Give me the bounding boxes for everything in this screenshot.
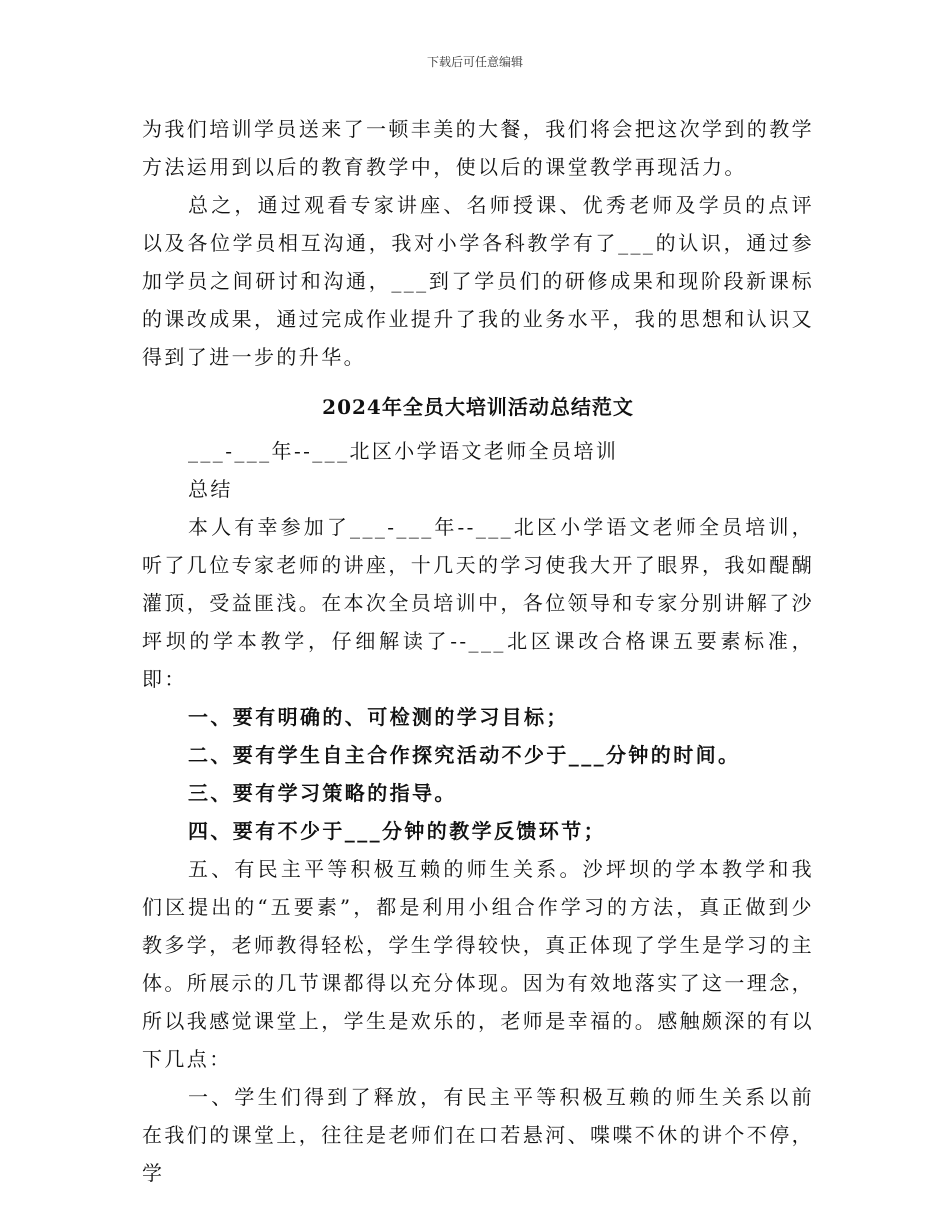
paragraph-summary: 总之，通过观看专家讲座、名师授课、优秀老师及学员的点评以及各位学员相互沟通，我对小学各科教学有了___的认识，通过参加学员之间研讨和沟通，___到了学员们的研修成果和现阶段新课标的课改成果，通过完成作业提升了我的业务水平，我的思想和认识又得到了进一步的升华。 xyxy=(142,193,814,369)
list-item-4: 四、要有不少于___分钟的教学反馈环节； xyxy=(188,819,606,843)
paragraph-point-1: 一、学生们得到了释放，有民主平等积极互赖的师生关系以前在我们的课堂上，往往是老师们在口若悬河、喋喋不休的讲个不停，学 xyxy=(142,1085,814,1185)
paragraph-continuation: 为我们培训学员送来了一顿丰美的大餐，我们将会把这次学到的教学方法运用到以后的教育教学中，使以后的课堂教学再现活力。 xyxy=(142,117,814,179)
list-item-1: 一、要有明确的、可检测的学习目标； xyxy=(188,705,569,729)
subtitle-line: ___-___年--___北区小学语文老师全员培训 xyxy=(188,439,619,463)
list-item-3: 三、要有学习策略的指导。 xyxy=(188,781,457,805)
document-title: 2024年全员大培训活动总结范文 xyxy=(322,395,634,419)
subtitle-summary-word: 总结 xyxy=(188,477,233,501)
paragraph-intro: 本人有幸参加了___-___年--___北区小学语文老师全员培训，听了几位专家老师的讲座，十几天的学习使我大开了眼界，我如醍醐灌顶，受益匪浅。在本次全员培训中，各位领导和专家分别讲解了沙坪坝的学本教学，仔细解读了--___北区课改合格课五要素标准，即： xyxy=(142,515,814,691)
list-item-2: 二、要有学生自主合作探究活动不少于___分钟的时间。 xyxy=(188,743,741,767)
document-body xyxy=(142,110,814,1192)
page-header: 下载后可任意编辑 xyxy=(426,55,523,69)
paragraph-item-5: 五、有民主平等积极互赖的师生关系。沙坪坝的学本教学和我们区提出的“五要素”，都是利用小组合作学习的方法，真正做到少教多学，老师教得轻松，学生学得较快，真正体现了学生是学习的主体。所展示的几节课都得以充分体现。因为有效地落实了这一理念，所以我感觉课堂上，学生是欢乐的，老师是幸福的。感触颇深的有以下几点： xyxy=(142,857,814,1071)
